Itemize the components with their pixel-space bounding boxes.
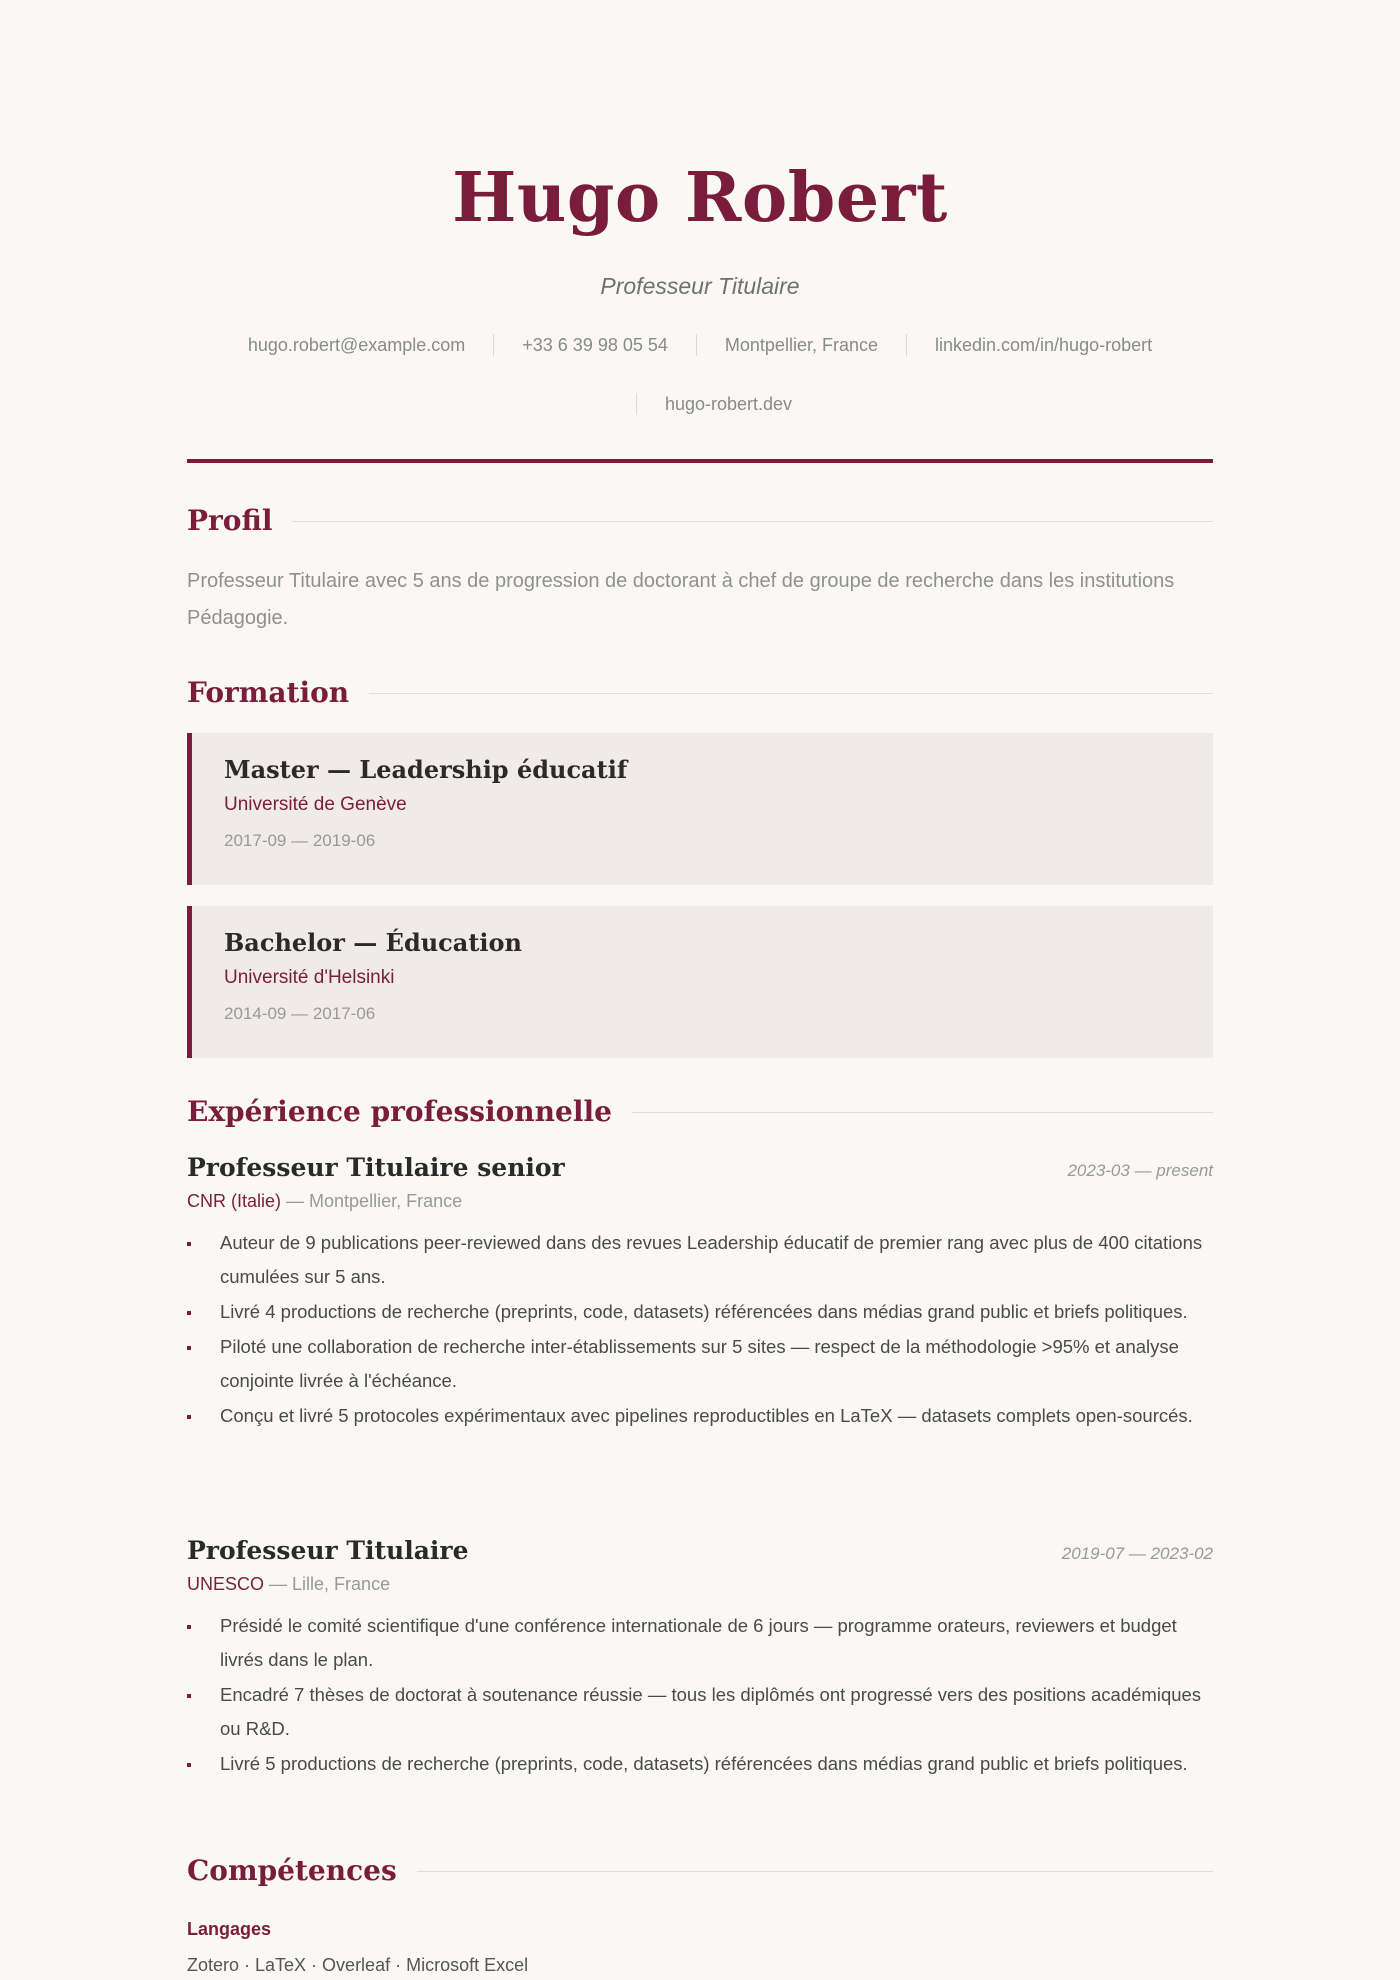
contact-separator: [906, 334, 907, 356]
achievement-item: Livré 5 productions de recherche (preprints, code, datasets) référencées dans médias grand public et briefs politiques.: [187, 1747, 1213, 1781]
section-divider: [369, 693, 1213, 694]
section-title-text: Profil: [187, 504, 273, 537]
education-card: [187, 733, 1213, 885]
section-title-education: [187, 675, 1213, 711]
skill-category: Langages: [187, 1919, 272, 1939]
education-school: Université de Genève: [224, 794, 407, 815]
achievement-item: Piloté une collaboration de recherche inter-établissements sur 5 sites — respect de la méthodologie >95% et analyse conjointe livrée à l'échéance.: [187, 1330, 1213, 1398]
contact-email[interactable]: hugo.robert@example.com: [247, 335, 466, 355]
education-card: [187, 906, 1213, 1058]
contact-phone[interactable]: +33 6 39 98 05 54: [522, 335, 668, 355]
experience-entry: [187, 1533, 1213, 1782]
job-employer: CNR (Italie): [187, 1191, 282, 1211]
job-organization: [187, 1186, 1213, 1216]
contact-info: [187, 330, 1213, 419]
profile-summary: Professeur Titulaire avec 5 ans de progression de doctorant à chef de groupe de recherche dans les institutions Pédagogie.: [187, 570, 1175, 629]
contact-linkedin[interactable]: linkedin.com/in/hugo-robert: [934, 335, 1153, 355]
job-dates: 2023-03 — present: [1067, 1161, 1213, 1180]
section-divider: [292, 521, 1213, 522]
job-achievements: [187, 1609, 1213, 1781]
contact-location: Montpellier, France: [724, 335, 878, 355]
contact-website[interactable]: hugo-robert.dev: [664, 394, 793, 414]
job-location: — Montpellier, France: [286, 1191, 463, 1211]
person-title: Professeur Titulaire: [600, 273, 800, 299]
job-header: [187, 1150, 1213, 1186]
education-degree: Bachelor — Éducation: [224, 928, 522, 957]
section-title-text: Expérience professionnelle: [187, 1095, 612, 1128]
job-dates: 2019-07 — 2023-02: [1061, 1544, 1213, 1563]
achievement-item: Auteur de 9 publications peer-reviewed dans des revues Leadership éducatif de premier rang avec plus de 400 citations cumulées sur 5 ans.: [187, 1226, 1213, 1294]
section-divider: [632, 1112, 1213, 1113]
contact-separator: [696, 334, 697, 356]
job-header: [187, 1533, 1213, 1569]
achievement-item: Conçu et livré 5 protocoles expérimentaux avec pipelines reproductibles en LaTeX — datasets complets open-sourcés.: [187, 1399, 1213, 1433]
job-location: — Lille, France: [269, 1574, 391, 1594]
section-title-experience: [187, 1094, 1213, 1130]
person-name: Hugo Robert: [452, 158, 948, 238]
education-dates: 2014-09 — 2017-06: [224, 1004, 376, 1023]
section-title-profile: [187, 503, 1213, 539]
achievement-item: Livré 4 productions de recherche (preprints, code, datasets) référencées dans médias grand public et briefs politiques.: [187, 1295, 1213, 1329]
job-title: Professeur Titulaire senior: [187, 1153, 565, 1182]
job-achievements: [187, 1226, 1213, 1433]
section-title-text: Compétences: [187, 1854, 397, 1887]
education-dates: 2017-09 — 2019-06: [224, 831, 376, 850]
education-degree: Master — Leadership éducatif: [224, 755, 628, 784]
contact-row-1: [187, 330, 1213, 360]
contact-separator: [493, 334, 494, 356]
section-title-skills: [187, 1853, 1213, 1889]
contact-separator: [636, 393, 637, 415]
experience-entry: [187, 1150, 1213, 1434]
job-organization: [187, 1569, 1213, 1599]
achievement-item: Présidé le comité scientifique d'une conférence internationale de 6 jours — programme orateurs, reviewers et budget livrés dans le plan.: [187, 1609, 1213, 1677]
job-employer: UNESCO: [187, 1574, 265, 1594]
achievement-item: Encadré 7 thèses de doctorat à soutenance réussie — tous les diplômés ont progressé vers des positions académiques ou R&D.: [187, 1678, 1213, 1746]
skill-list: Zotero · LaTeX · Overleaf · Microsoft Excel: [187, 1955, 529, 1975]
contact-row-2: [187, 389, 1213, 419]
section-title-text: Formation: [187, 676, 350, 709]
header-divider: [187, 459, 1213, 463]
section-divider: [417, 1871, 1213, 1872]
job-title: Professeur Titulaire: [187, 1536, 469, 1565]
education-school: Université d'Helsinki: [224, 967, 395, 988]
